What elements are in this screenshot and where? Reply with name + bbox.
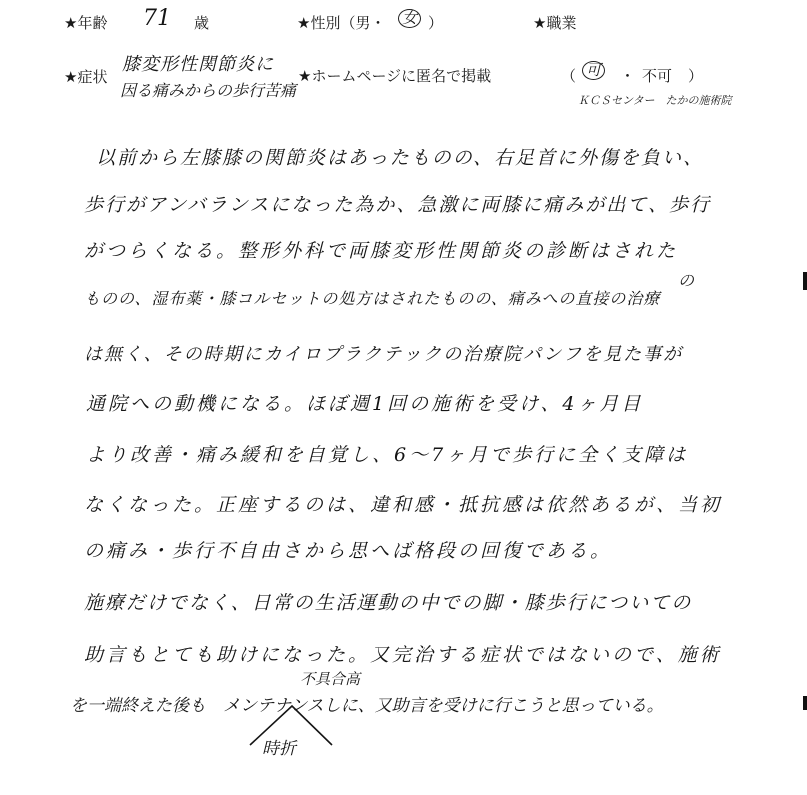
scan-edge-mark-bottom bbox=[803, 696, 807, 710]
body-line-8: なくなった。正座するのは、違和感・抵抗感は依然あるが、当初 bbox=[84, 494, 723, 516]
clinic-name: ＫＣＳセンター たかの施術院 bbox=[578, 94, 732, 107]
body-line-4: ものの、湿布薬・膝コルセットの処方はされたものの、痛みへの直接の治療 bbox=[84, 289, 661, 308]
symptom-label: ★症状 bbox=[64, 68, 108, 86]
insert-above-text: 不具合高 bbox=[300, 670, 361, 688]
body-line-11: 助言もとても助けになった。又完治する症状ではないので、施術 bbox=[84, 644, 722, 666]
age-value: 71 bbox=[143, 6, 171, 31]
body-line-5: は無く、その時期にカイロプラクテックの治療院パンフを見た事が bbox=[84, 344, 684, 365]
body-line-2: 歩行がアンバランスになった為か、急激に両膝に痛みが出て、歩行 bbox=[84, 194, 711, 216]
body-line-9: の痛み・歩行不自由さから思へば格段の回復である。 bbox=[84, 540, 613, 562]
body-line-3: がつらくなる。整形外科で両膝変形性関節炎の診断はされた bbox=[84, 240, 679, 262]
sex-circled-female: 女 bbox=[398, 9, 421, 28]
publish-label: ★ホームページに匿名で掲載 bbox=[298, 67, 492, 85]
sex-close: ） bbox=[428, 14, 444, 32]
publish-close: ） bbox=[688, 67, 704, 85]
body-line-12: を一端終えた後も メンテナンスしに、又助言を受けに行こうと思っている。 bbox=[70, 696, 664, 716]
symptom-line-1: 膝変形性関節炎に bbox=[122, 54, 274, 75]
insert-below-text: 時折 bbox=[262, 739, 296, 759]
publish-no: 不可 bbox=[642, 67, 673, 85]
publish-yes-circled: 可 bbox=[582, 61, 605, 80]
age-unit: 歳 bbox=[194, 14, 210, 32]
symptom-line-2: 因る痛みからの歩行苦痛 bbox=[120, 81, 297, 100]
scan-edge-mark-top bbox=[803, 272, 807, 290]
insert-mark-no: の bbox=[678, 271, 695, 290]
body-line-7: より改善・痛み緩和を自覚し、6〜7ヶ月で歩行に全く支障は bbox=[86, 444, 689, 466]
job-label: ★職業 bbox=[533, 14, 577, 32]
body-line-1: 以前から左膝膝の関節炎はあったものの、右足首に外傷を負い、 bbox=[96, 147, 705, 169]
body-line-10: 施療だけでなく、日常の生活運動の中での脚・膝歩行についての bbox=[84, 592, 693, 614]
age-label: ★年齢 bbox=[64, 14, 108, 32]
sex-label: ★性別（男・ bbox=[297, 14, 386, 32]
publish-sep: ・ bbox=[620, 67, 636, 85]
publish-open: （ bbox=[561, 67, 577, 85]
body-line-6: 通院への動機になる。ほぼ週1回の施術を受け、4ヶ月目 bbox=[86, 393, 644, 415]
